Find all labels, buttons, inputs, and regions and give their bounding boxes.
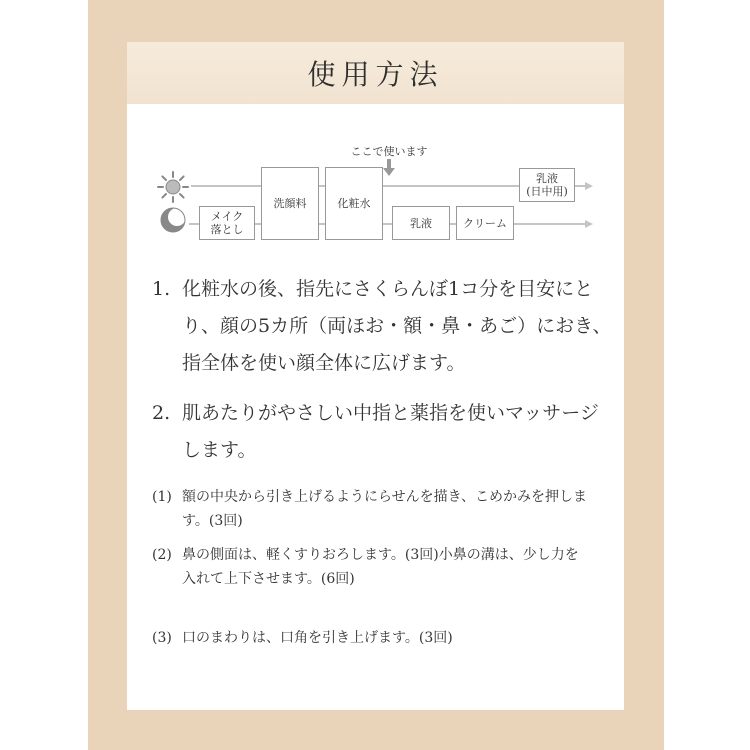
substep-2 bbox=[152, 543, 592, 591]
substep-1 bbox=[152, 485, 592, 533]
face-wash-label: 洗顔料 bbox=[273, 197, 307, 210]
cream-label: クリーム bbox=[463, 216, 507, 230]
substep-text: 額の中央から引き上げるようにらせんを描き、こめかみを押します。(3回) bbox=[182, 489, 588, 529]
step-text: 肌あたりがやさしい中指と薬指を使いマッサージします。 bbox=[182, 402, 599, 461]
step-number: 1. bbox=[152, 278, 171, 300]
milk-box bbox=[392, 206, 450, 240]
day-milk-box bbox=[519, 168, 575, 202]
day-milk-label: 乳液 (日中用) bbox=[526, 172, 568, 198]
night-arrowhead bbox=[585, 220, 593, 228]
substep-number: (1) bbox=[152, 489, 172, 505]
moon-icon bbox=[159, 206, 187, 234]
makeup-removal-label: メイク 落とし bbox=[210, 210, 244, 236]
makeup-removal-box bbox=[199, 206, 255, 240]
substep-text: 鼻の側面は、軽くすりおろします。(3回)小鼻の溝は、少し力を入れて上下させます。(6回) bbox=[182, 547, 579, 587]
sun-icon bbox=[157, 171, 189, 203]
substep-text: 口のまわりは、口角を引き上げます。(3回) bbox=[182, 630, 453, 646]
callout-arrow-icon bbox=[383, 159, 395, 177]
cream-box bbox=[456, 206, 514, 240]
substep-number: (2) bbox=[152, 547, 172, 563]
step-2 bbox=[152, 395, 612, 469]
substep-number: (3) bbox=[152, 630, 172, 646]
page-title: 使用方法 bbox=[307, 58, 444, 91]
day-arrowhead bbox=[585, 182, 593, 190]
substep-3 bbox=[152, 626, 592, 650]
step-text: 化粧水の後、指先にさくらんぼ1コ分を目安にとり、顔の5カ所（両ほお・額・鼻・あご）におき、指全体を使い顔全体に広げます。 bbox=[182, 278, 612, 374]
step-1 bbox=[152, 271, 612, 382]
usage-card bbox=[127, 42, 624, 710]
milk-label: 乳液 bbox=[410, 216, 432, 230]
day-flow-line-end bbox=[574, 185, 585, 187]
step-number: 2. bbox=[152, 402, 171, 424]
callout-label: ここで使います bbox=[350, 145, 428, 158]
lotion-label: 化粧水 bbox=[337, 197, 371, 210]
lotion-box bbox=[325, 167, 383, 240]
face-wash-box bbox=[261, 167, 319, 240]
